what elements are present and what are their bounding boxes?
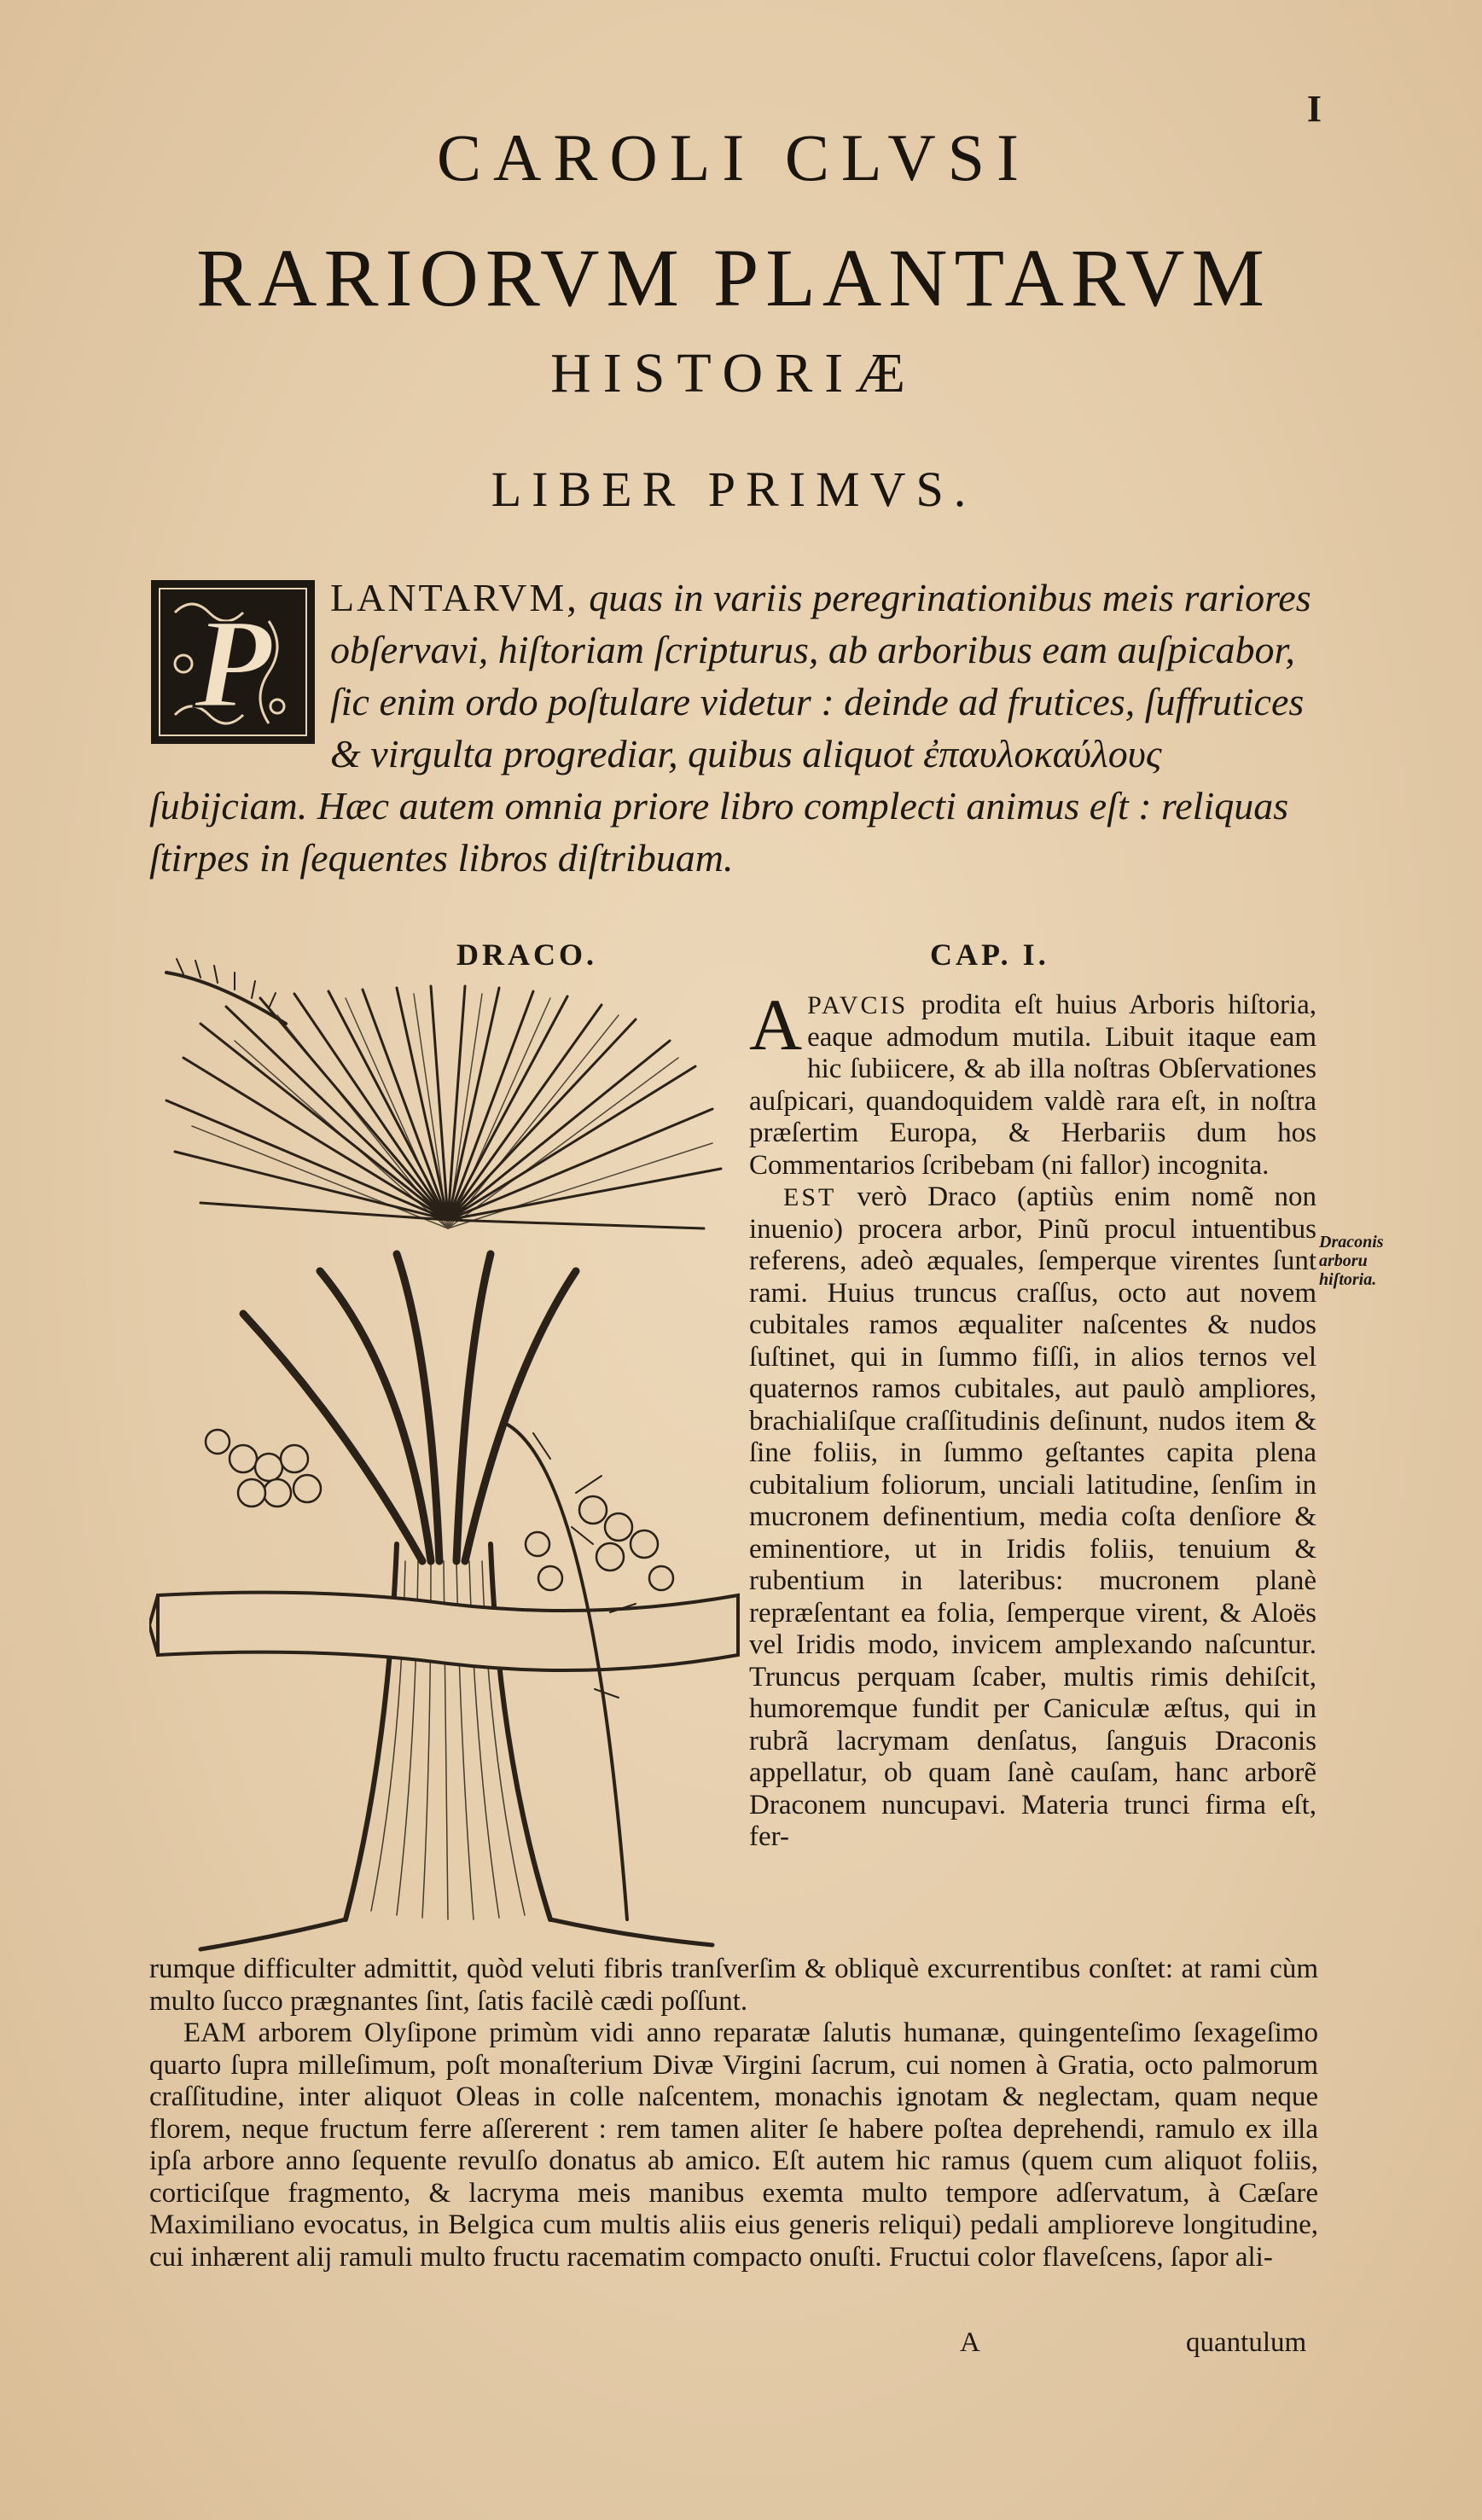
author-heading: CAROLI CLVSI bbox=[436, 120, 1032, 195]
chapter-number: CAP. I. bbox=[930, 938, 1049, 972]
chapter-paragraph-2: verò Draco (aptiùs enim nomẽ non inuenio) procera arbor, Pinũ procul intuentibus referens, adeò æquales, ſemperque virentes ſunt rami. Huius truncus craſſus, octo aut novem cubitales ramos æqualiter naſcentes & nudos ſuſtinet, qui in ſummo fiſſi, in alios ternos vel quaternos ramos cubitales, aut paulò ampliores, brachialiſque craſſitudinis deſinunt, nudos item & ſine foliis, in ſummo geſtantes capita plena cubitalium foliorum, unciali latitudine, ſenſim in mucronem definentium, media coſta denſiore & eminentiore, ut in Iridis foliis, tenuium & rubentium in lateribus: mucronem planè repræſentant ea folia, ſemperque virent, & Aloës vel Iridis modo, invicem amplexando naſcuntur. Truncus perquam ſcaber, multis rimis dehiſcit, humoremque fundit per Caniculæ æſtus, qui in rubrã lacrymam denſatus, ſanguis Draconis appellatur, ob quam ſanè cauſam, hanc arborẽ Draconem nuncupavi. Materia trunci firma eſt, fer- bbox=[749, 1182, 1317, 1852]
chapter-text-column bbox=[749, 984, 1317, 1854]
full-width-text bbox=[149, 1954, 1318, 2273]
signature-mark: A bbox=[960, 2327, 980, 2358]
chapter-lead-word: PAVCIS bbox=[807, 991, 909, 1019]
ornamental-initial-p bbox=[149, 578, 317, 746]
paragraph-3-lead-word: EAM bbox=[183, 2018, 247, 2048]
chapter-initial: A bbox=[749, 984, 803, 1065]
subtitle-heading: HISTORIÆ bbox=[550, 342, 917, 404]
intro-text: quas in variis peregrinationibus meis rariores obſervavi, hiſtoriam ſcripturus, ab arboribus eam auſpicabor, ſic enim ordo poſtulare videtur : deinde ad frutices, ſuffrutices & virgulta progrediar, quibus aliquot ἐπαυλοκαύλους ſubijciam. Hæc autem omnia priore libro complecti animus eſt : reliquas ſtirpes in ſequentes libros diſtribuam. bbox=[149, 576, 1311, 880]
page-number: I bbox=[1306, 88, 1322, 130]
figure-caption: DRACO. bbox=[456, 938, 597, 972]
intro-lead-word: LANTARVM, bbox=[330, 576, 579, 619]
margin-note: Draconis arboru hiſtoria. bbox=[1319, 1233, 1384, 1289]
catchword: quantulum bbox=[1186, 2327, 1307, 2358]
dragon-tree-woodcut bbox=[149, 947, 747, 1962]
paragraph-2-continuation: rumque difficulter admittit, quòd veluti fibris tranſverſim & obliquè excurrentibus conſtet: at rami cùm multo ſucco prægnantes ſint, ſatis facilè cædi poſſunt. bbox=[149, 1954, 1318, 2017]
paragraph-2-lead-word: EST bbox=[783, 1183, 837, 1211]
book-heading: LIBER PRIMVS. bbox=[491, 462, 977, 517]
title-heading: RARIORVM PLANTARVM bbox=[196, 232, 1271, 323]
chapter-paragraph-1: prodita eſt huius Arboris hiſtoria, eaque admodum mutila. Libuit itaque eam hic ſubiicere, & ab illa noſtras Obſervationes auſpicari, quandoquidem valdè rara eſt, in noſtra præſertim Europa, & Herbariis dum hos Commentarios ſcribebam (ni fallor) incognita. bbox=[749, 990, 1316, 1181]
svg-text:P: P bbox=[194, 593, 272, 735]
chapter-paragraph-3: arborem Olyſipone primùm vidi anno reparatæ ſalutis humanæ, quingenteſimo ſexageſimo quarto ſupra milleſimum, poſt monaſterium Divæ Virgini ſacrum, cui nomen à Gratia, octo palmorum craſſitudine, inter aliquot Oleas in colle naſcentem, monachis ignotam & neglectam, quam neque florem, neque fructum ferre aſſererent : rem tamen aliter ſe habere poſtea deprehendi, ramulo ex illa ipſa arbore anno ſequente revulſo donatus ab amico. Eſt autem hic ramus (quem cum aliquot foliis, corticiſque fragmento, & lacryma meis manibus exemta multo tempore adſervatum, à Cæſare Maximiliano evocatus, in Belgica cum multis aliis eius generis reliqui) pedali amplioreve longitudine, cui inhærent alij ramuli multo fructu racematim compacto onuſti. Fructui color flaveſcens, ſapor ali- bbox=[149, 2018, 1319, 2273]
intro-paragraph bbox=[149, 572, 1318, 884]
